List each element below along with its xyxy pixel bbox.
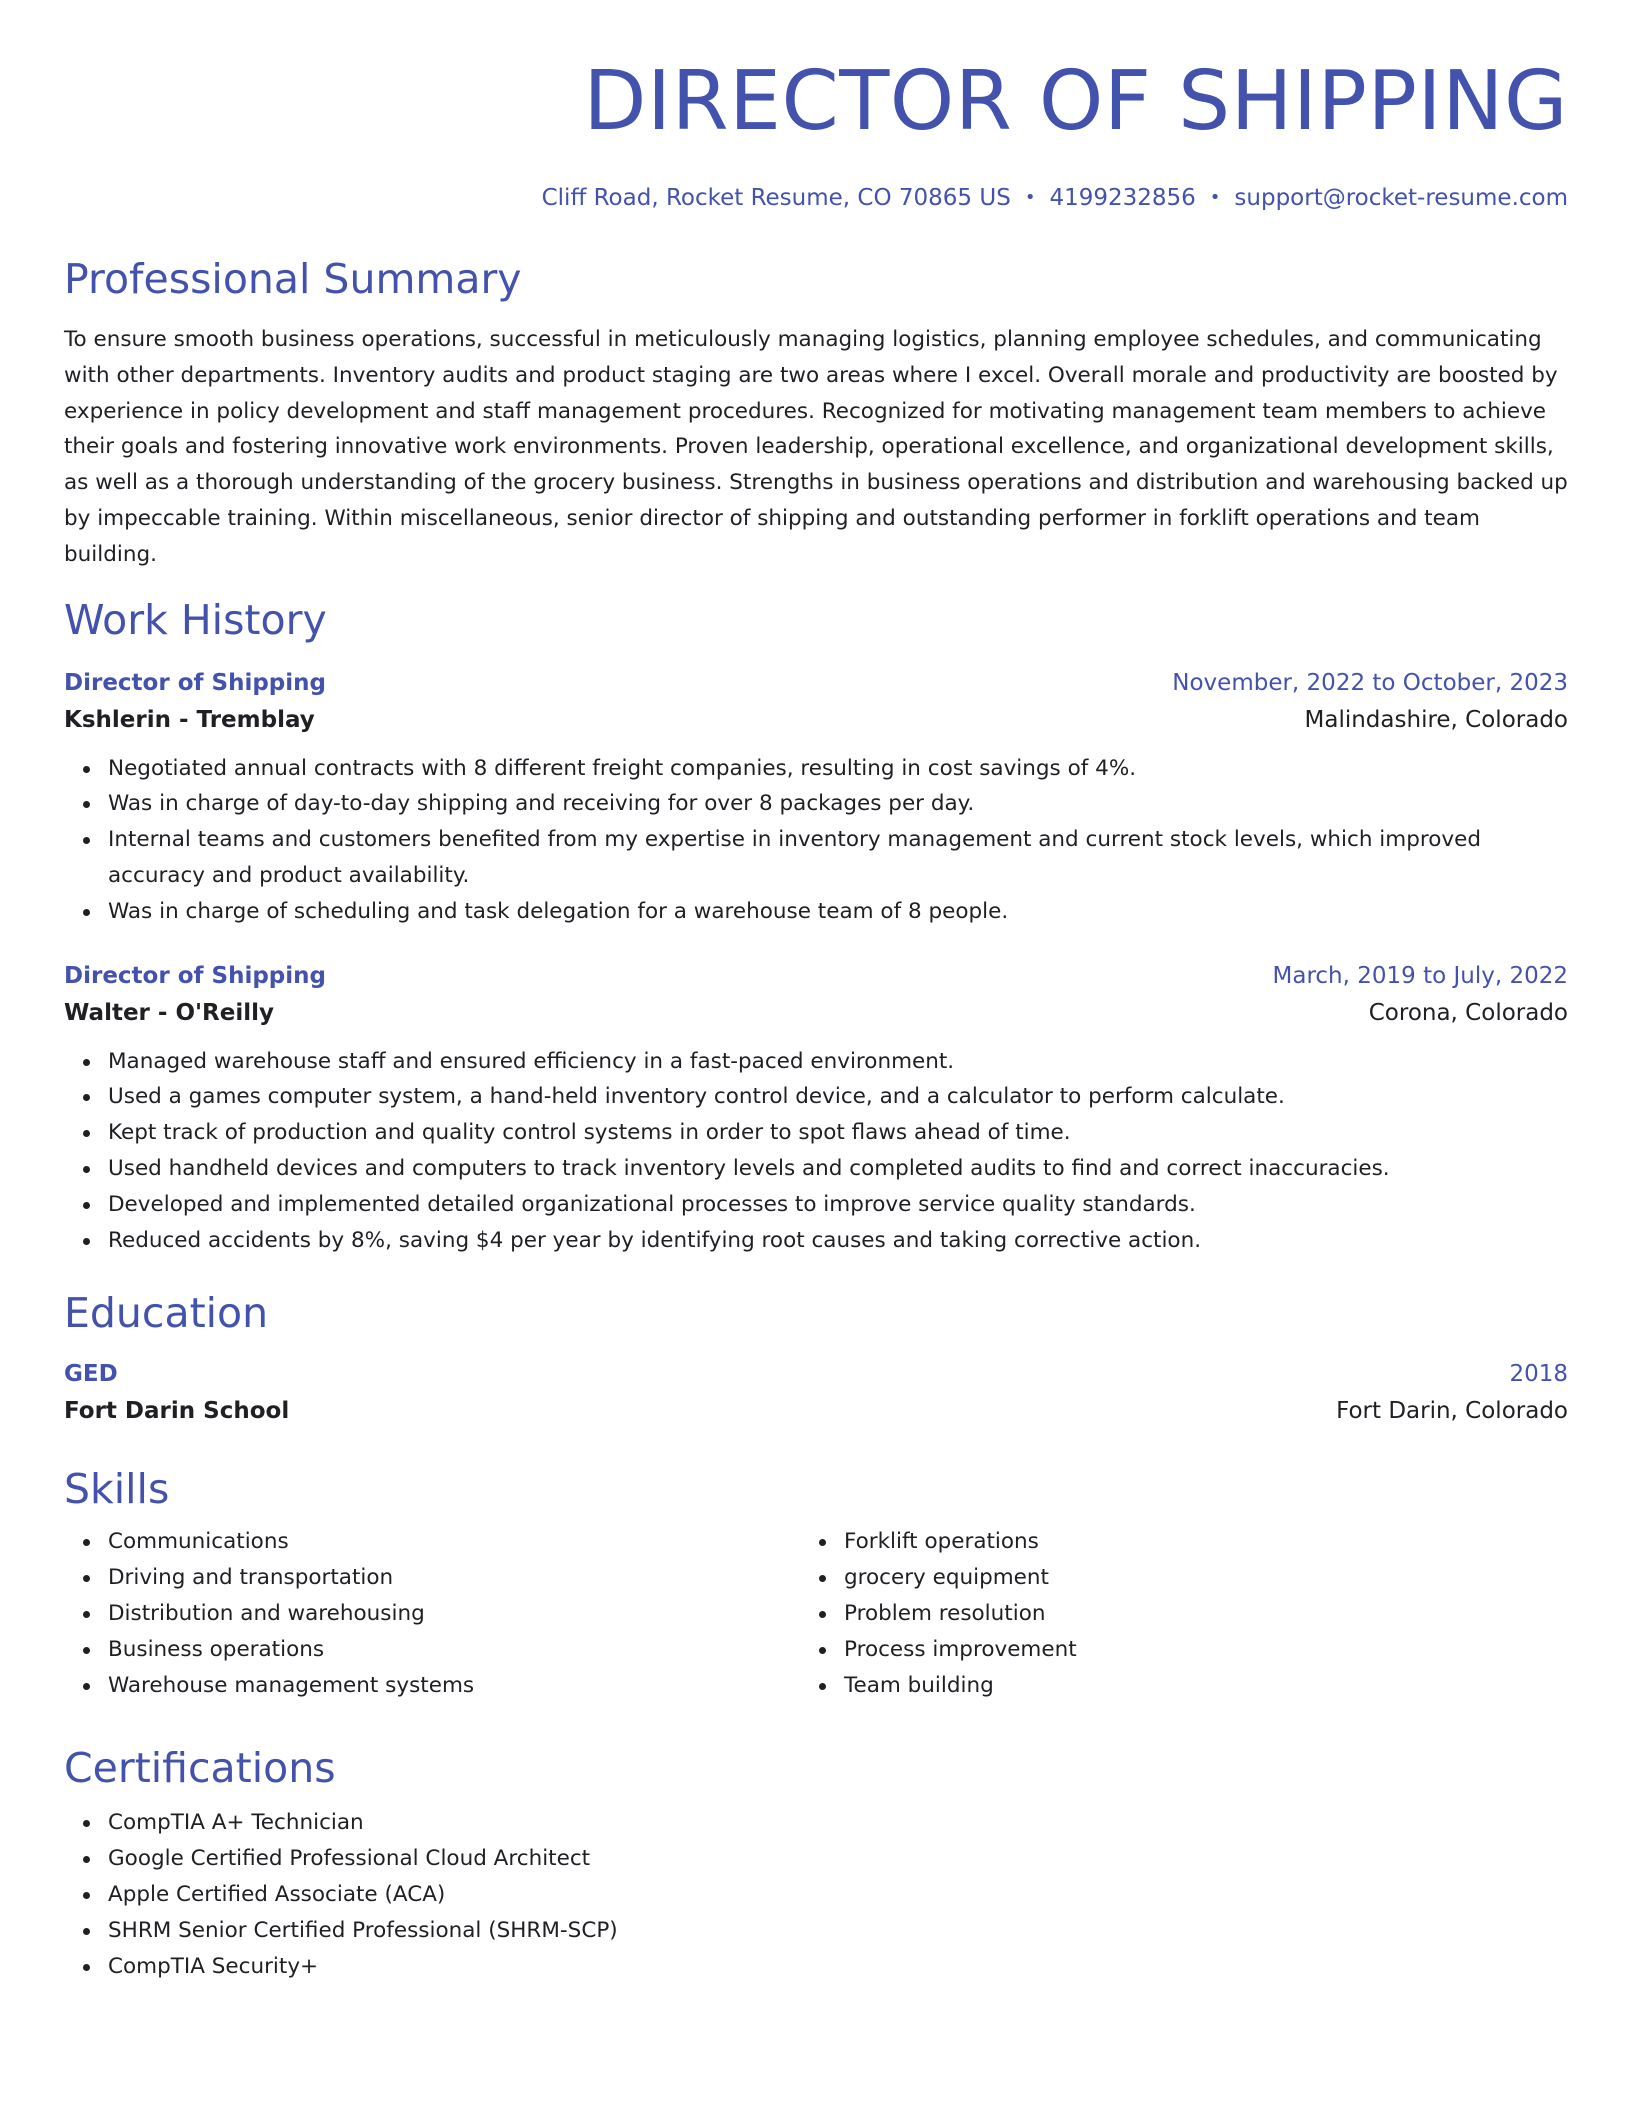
list-item: Developed and implemented detailed organizational processes to improve service quality standards. bbox=[108, 1187, 1568, 1223]
list-item: Reduced accidents by 8%, saving $4 per year by identifying root causes and taking corrective action. bbox=[108, 1223, 1568, 1259]
skills-columns bbox=[64, 1524, 1568, 1703]
list-item: CompTIA A+ Technician bbox=[108, 1805, 1568, 1841]
list-item: Team building bbox=[844, 1668, 1536, 1704]
list-item: Communications bbox=[108, 1524, 800, 1560]
education-school-row bbox=[64, 1392, 1568, 1430]
list-item: Was in charge of day-to-day shipping and receiving for over 8 packages per day. bbox=[108, 786, 1568, 822]
job-company-row bbox=[64, 701, 1568, 739]
job-header-row bbox=[64, 665, 1568, 701]
job-bullets bbox=[64, 751, 1568, 930]
contact-separator: • bbox=[1209, 187, 1221, 208]
certifications-list bbox=[64, 1805, 1568, 1984]
list-item: Managed warehouse staff and ensured efficiency in a fast-paced environment. bbox=[108, 1044, 1568, 1080]
contact-address: Cliff Road, Rocket Resume, CO 70865 US bbox=[541, 185, 1011, 211]
resume-header bbox=[64, 54, 1568, 214]
list-item: Negotiated annual contracts with 8 different freight companies, resulting in cost savings of 4%. bbox=[108, 751, 1568, 787]
contact-phone: 4199232856 bbox=[1049, 185, 1196, 211]
job-location: Corona, Colorado bbox=[1368, 999, 1568, 1026]
certifications-heading: Certifications bbox=[64, 1744, 336, 1793]
job-company-row bbox=[64, 994, 1568, 1032]
list-item: CompTIA Security+ bbox=[108, 1949, 1568, 1985]
list-item: Internal teams and customers benefited from my expertise in inventory management and current stock levels, which improved accuracy and product availability. bbox=[108, 822, 1568, 894]
list-item: Problem resolution bbox=[844, 1596, 1536, 1632]
education-degree: GED bbox=[64, 1361, 118, 1388]
job-bullets bbox=[64, 1044, 1568, 1259]
skills-list-right bbox=[800, 1524, 1536, 1703]
list-item: grocery equipment bbox=[844, 1560, 1536, 1596]
list-item: Distribution and warehousing bbox=[108, 1596, 800, 1632]
list-item: Kept track of production and quality control systems in order to spot flaws ahead of time. bbox=[108, 1115, 1568, 1151]
education-entry bbox=[64, 1356, 1568, 1430]
summary-heading: Professional Summary bbox=[64, 255, 522, 303]
contact-line bbox=[64, 182, 1568, 214]
list-item: Forklift operations bbox=[844, 1524, 1536, 1560]
list-item: SHRM Senior Certified Professional (SHRM-SCP) bbox=[108, 1913, 1568, 1949]
list-item: Google Certified Professional Cloud Architect bbox=[108, 1841, 1568, 1877]
job-entry bbox=[64, 958, 1568, 1259]
list-item: Apple Certified Associate (ACA) bbox=[108, 1877, 1568, 1913]
job-role: Director of Shipping bbox=[64, 962, 326, 989]
education-location: Fort Darin, Colorado bbox=[1336, 1398, 1568, 1425]
skills-list-left bbox=[64, 1524, 800, 1703]
skills-column-right bbox=[800, 1524, 1536, 1703]
job-dates: March, 2019 to July, 2022 bbox=[1272, 962, 1568, 989]
list-item: Was in charge of scheduling and task delegation for a warehouse team of 8 people. bbox=[108, 894, 1568, 930]
job-location: Malindashire, Colorado bbox=[1304, 706, 1568, 733]
education-header-row bbox=[64, 1356, 1568, 1392]
list-item: Process improvement bbox=[844, 1632, 1536, 1668]
list-item: Business operations bbox=[108, 1632, 800, 1668]
contact-separator: • bbox=[1024, 187, 1036, 208]
education-heading: Education bbox=[64, 1289, 269, 1338]
job-entry bbox=[64, 665, 1568, 930]
job-dates: November, 2022 to October, 2023 bbox=[1172, 669, 1568, 696]
education-year: 2018 bbox=[1509, 1361, 1568, 1388]
summary-text: To ensure smooth business operations, successful in meticulously managing logistics, planning employee schedules, and communicating with other departments. Inventory audits and product staging are two areas where I excel. Overall morale and productivity are boosted by experience in policy development and staff management procedures. Recognized for motivating management team members to achieve their goals and fostering innovative work environments. Proven leadership, operational excellence, and organizational development skills, as well as a thorough understanding of the grocery business. Strengths in business operations and distribution and warehousing backed up by impeccable training. Within miscellaneous, senior director of shipping and outstanding performer in forklift operations and team building. bbox=[64, 327, 1568, 567]
job-role: Director of Shipping bbox=[64, 669, 326, 696]
contact-email: support@rocket-resume.com bbox=[1234, 185, 1568, 211]
list-item: Driving and transportation bbox=[108, 1560, 800, 1596]
job-company: Walter - O'Reilly bbox=[64, 999, 274, 1026]
job-company: Kshlerin - Tremblay bbox=[64, 706, 315, 733]
list-item: Used a games computer system, a hand-held inventory control device, and a calculator to perform calculate. bbox=[108, 1079, 1568, 1115]
resume-title: DIRECTOR OF SHIPPING bbox=[583, 54, 1568, 149]
list-item: Used handheld devices and computers to track inventory levels and completed audits to find and correct inaccuracies. bbox=[108, 1151, 1568, 1187]
work-history-heading: Work History bbox=[64, 595, 327, 644]
skills-heading: Skills bbox=[64, 1465, 170, 1514]
education-school: Fort Darin School bbox=[64, 1398, 290, 1425]
job-header-row bbox=[64, 958, 1568, 994]
list-item: Warehouse management systems bbox=[108, 1668, 800, 1704]
skills-column-left bbox=[64, 1524, 800, 1703]
